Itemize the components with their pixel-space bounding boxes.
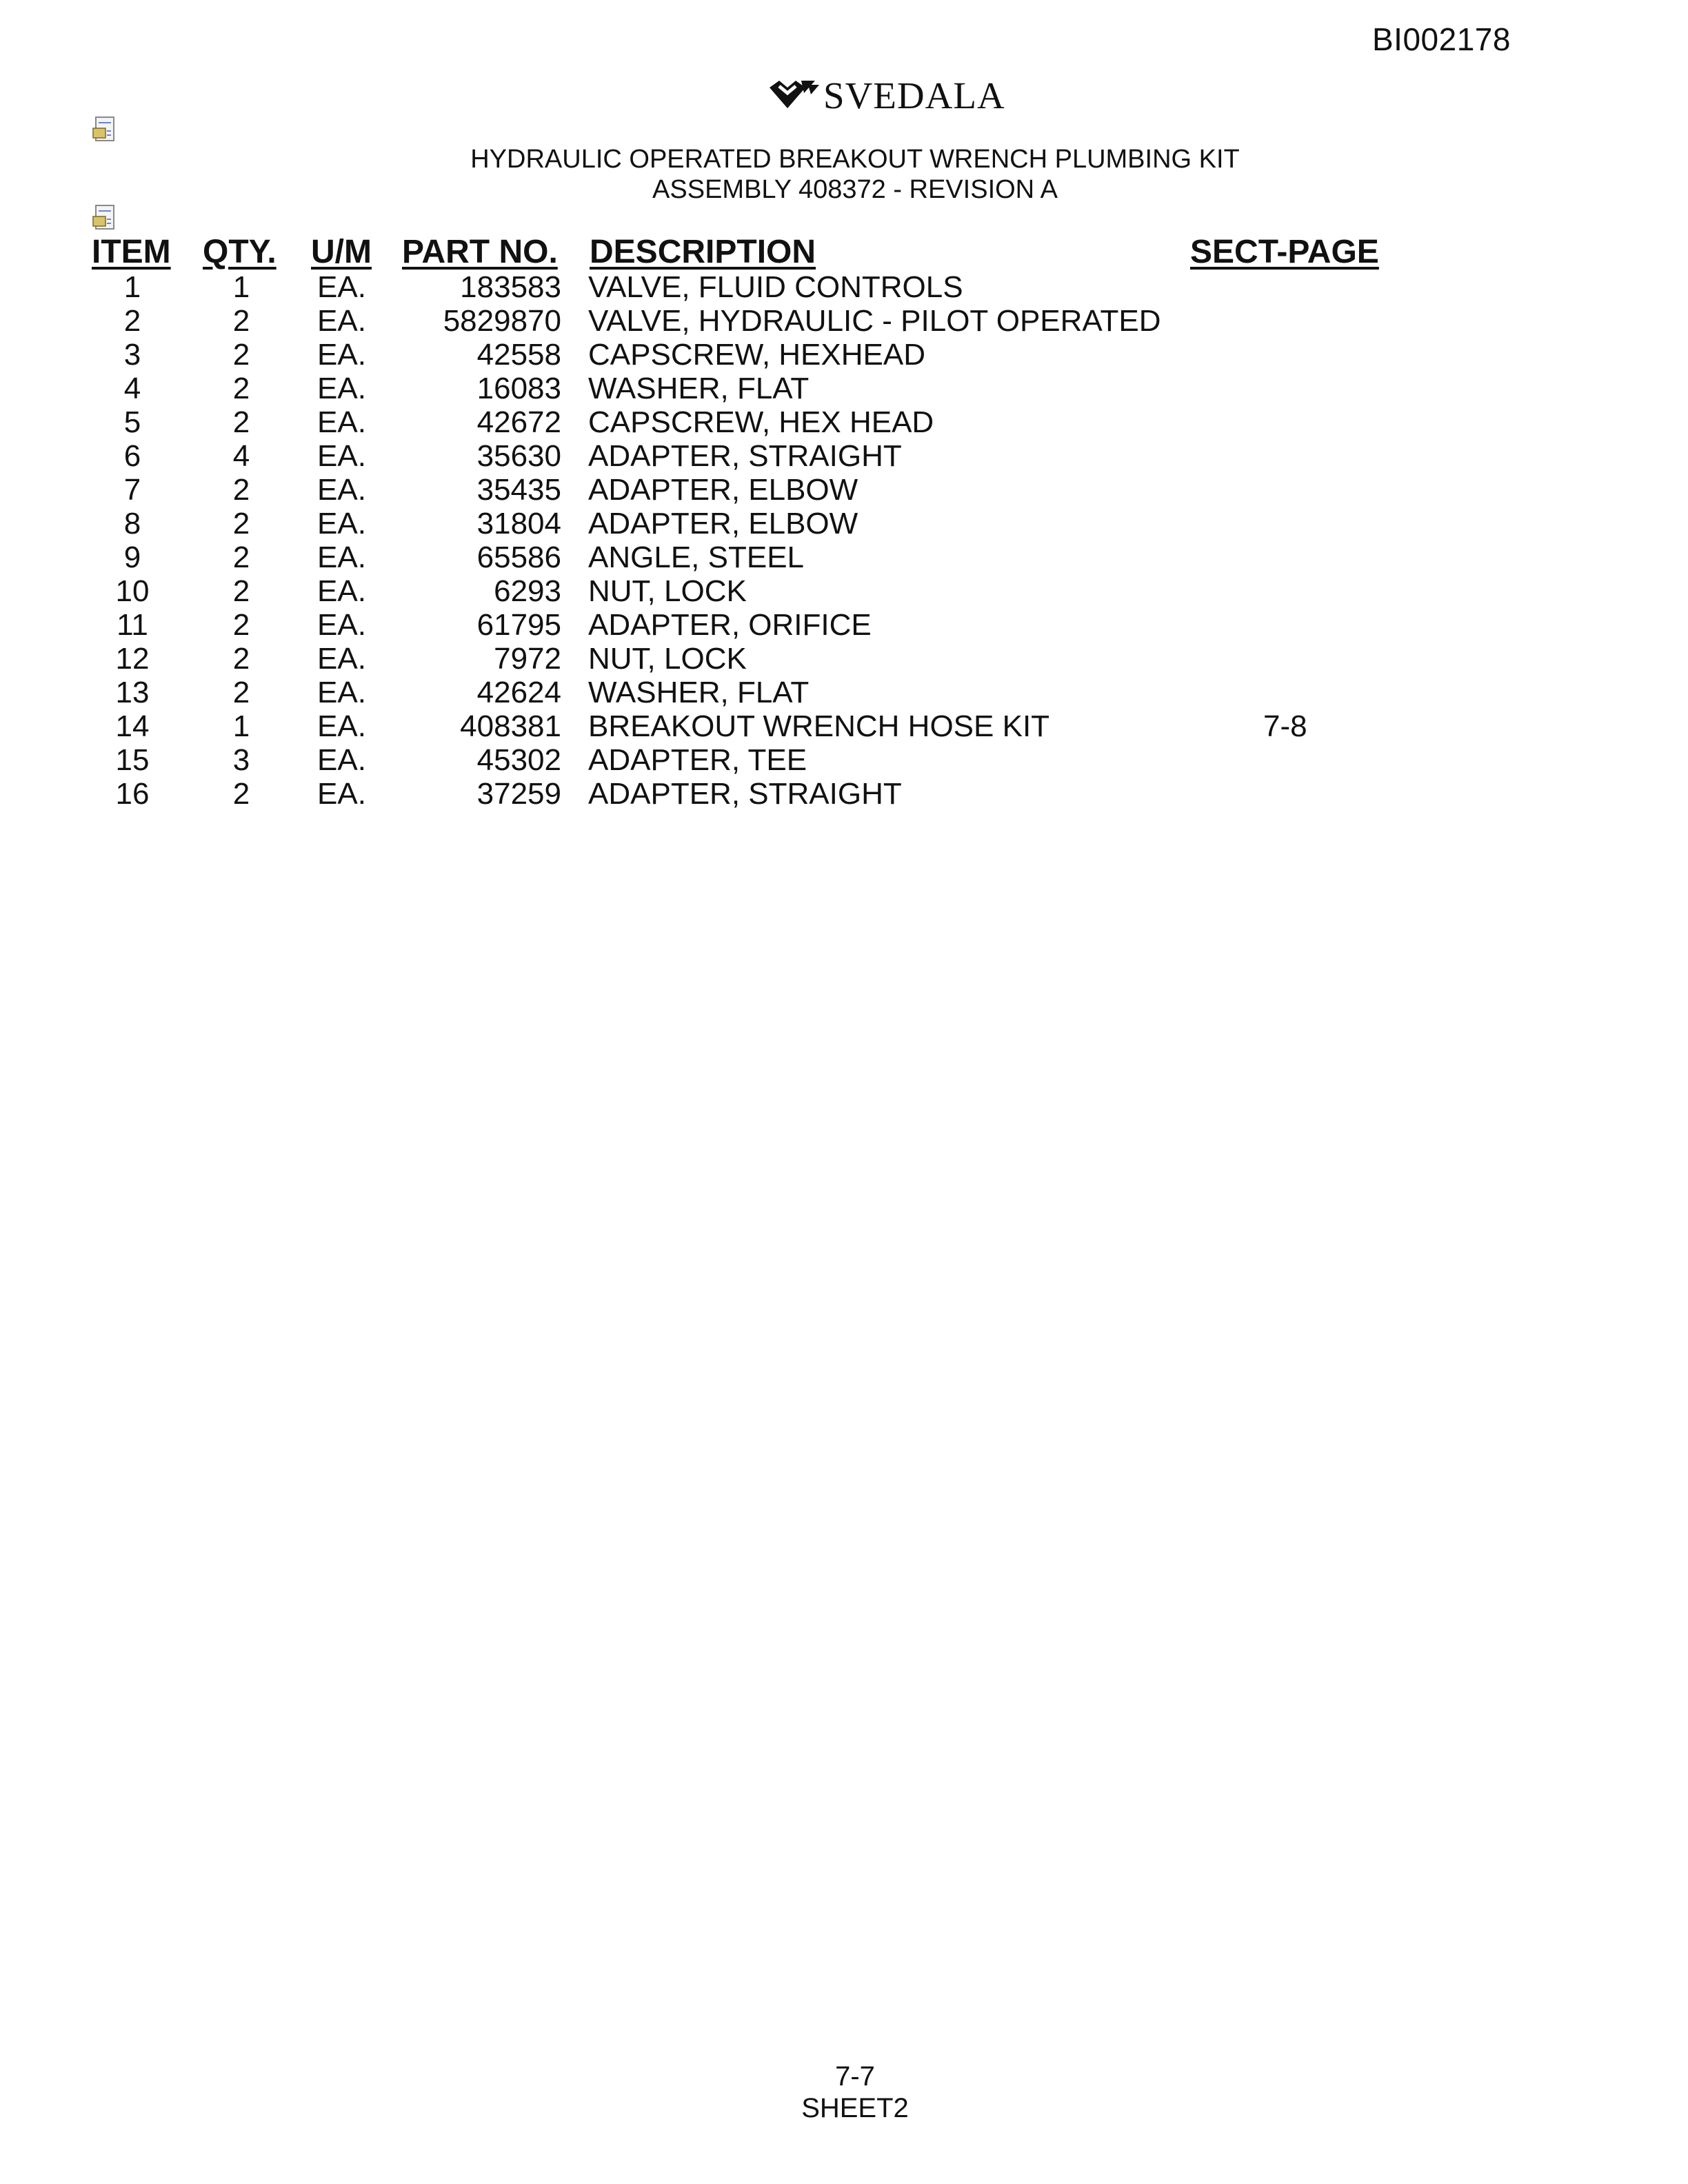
item-cell: 3	[123, 338, 141, 372]
qty-cell: 4	[232, 439, 250, 473]
column-header-sect-page: SECT-PAGE	[1190, 234, 1379, 270]
description-cell: ADAPTER, ELBOW	[588, 507, 858, 540]
part-number-cell: 35435	[476, 473, 561, 507]
part-number-cell: 45302	[476, 743, 561, 777]
item-cell: 14	[115, 709, 150, 743]
assembly-subtitle: ASSEMBLY 408372 - REVISION A	[652, 175, 1058, 204]
item-cell: 5	[123, 405, 141, 439]
description-cell: ADAPTER, STRAIGHT	[588, 777, 902, 811]
um-cell: EA.	[317, 338, 366, 372]
um-cell: EA.	[317, 439, 366, 473]
table-row	[0, 743, 1688, 777]
item-cell: 12	[115, 642, 150, 676]
brand-logo	[765, 74, 1005, 116]
qty-cell: 2	[232, 608, 250, 642]
part-number-cell: 35630	[476, 439, 561, 473]
table-row	[0, 304, 1688, 338]
um-cell: EA.	[317, 676, 366, 709]
item-cell: 1	[123, 270, 141, 304]
embedded-file-icon	[92, 116, 118, 143]
table-row	[0, 338, 1688, 372]
qty-cell: 2	[232, 540, 250, 574]
um-cell: EA.	[317, 574, 366, 608]
part-number-cell: 37259	[476, 777, 561, 811]
description-cell: CAPSCREW, HEX HEAD	[588, 405, 934, 439]
part-number-cell: 65586	[476, 540, 561, 574]
part-number-cell: 16083	[476, 372, 561, 405]
description-cell: ADAPTER, STRAIGHT	[588, 439, 902, 473]
um-cell: EA.	[317, 372, 366, 405]
table-row	[0, 642, 1688, 676]
item-cell: 15	[115, 743, 150, 777]
description-cell: NUT, LOCK	[588, 642, 747, 676]
item-cell: 9	[123, 540, 141, 574]
part-number-cell: 6293	[494, 574, 561, 608]
um-cell: EA.	[317, 304, 366, 338]
table-row	[0, 777, 1688, 811]
part-number-cell: 61795	[476, 608, 561, 642]
table-row	[0, 405, 1688, 439]
item-cell: 11	[117, 608, 148, 642]
qty-cell: 2	[232, 372, 250, 405]
description-cell: NUT, LOCK	[588, 574, 747, 608]
description-cell: VALVE, FLUID CONTROLS	[588, 270, 963, 304]
item-cell: 10	[115, 574, 150, 608]
table-row	[0, 372, 1688, 405]
table-row	[0, 540, 1688, 574]
qty-cell: 2	[232, 777, 250, 811]
table-row	[0, 473, 1688, 507]
um-cell: EA.	[317, 709, 366, 743]
description-cell: BREAKOUT WRENCH HOSE KIT	[588, 709, 1050, 743]
description-cell: WASHER, FLAT	[588, 676, 810, 709]
qty-cell: 1	[232, 270, 250, 304]
qty-cell: 2	[232, 507, 250, 540]
item-cell: 7	[123, 473, 141, 507]
qty-cell: 2	[232, 473, 250, 507]
table-row	[0, 709, 1688, 743]
qty-cell: 3	[232, 743, 250, 777]
part-number-cell: 408381	[460, 709, 561, 743]
part-number-cell: 183583	[460, 270, 561, 304]
description-cell: WASHER, FLAT	[588, 372, 810, 405]
part-number-cell: 5829870	[443, 304, 561, 338]
description-cell: ADAPTER, TEE	[588, 743, 807, 777]
table-row	[0, 507, 1688, 540]
item-cell: 13	[115, 676, 150, 709]
um-cell: EA.	[317, 608, 366, 642]
part-number-cell: 7972	[494, 642, 561, 676]
document-title: HYDRAULIC OPERATED BREAKOUT WRENCH PLUMBING KIT	[470, 145, 1240, 174]
table-row	[0, 608, 1688, 642]
description-cell: VALVE, HYDRAULIC - PILOT OPERATED	[588, 304, 1161, 338]
table-row	[0, 676, 1688, 709]
document-id: BI002178	[1372, 21, 1511, 57]
item-cell: 6	[123, 439, 141, 473]
qty-cell: 2	[232, 642, 250, 676]
column-header-qty: QTY.	[203, 234, 277, 270]
part-number-cell: 42624	[476, 676, 561, 709]
description-cell: ADAPTER, ORIFICE	[588, 608, 872, 642]
embedded-file-icon	[92, 204, 118, 232]
part-number-cell: 31804	[476, 507, 561, 540]
item-cell: 16	[115, 777, 150, 811]
column-header-um: U/M	[311, 234, 372, 270]
page-number: 7-7	[835, 2061, 875, 2092]
table-row	[0, 270, 1688, 304]
table-row	[0, 439, 1688, 473]
um-cell: EA.	[317, 405, 366, 439]
column-header-item: ITEM	[92, 234, 171, 270]
qty-cell: 2	[232, 405, 250, 439]
qty-cell: 2	[232, 574, 250, 608]
um-cell: EA.	[317, 743, 366, 777]
um-cell: EA.	[317, 473, 366, 507]
qty-cell: 2	[232, 304, 250, 338]
sheet-label: SHEET2	[801, 2093, 909, 2123]
item-cell: 4	[123, 372, 141, 405]
column-header-part-no: PART NO.	[402, 234, 558, 270]
brand-name: SVEDALA	[823, 74, 1005, 117]
qty-cell: 1	[232, 709, 250, 743]
part-number-cell: 42558	[476, 338, 561, 372]
um-cell: EA.	[317, 270, 366, 304]
um-cell: EA.	[317, 507, 366, 540]
um-cell: EA.	[317, 642, 366, 676]
um-cell: EA.	[317, 777, 366, 811]
qty-cell: 2	[232, 676, 250, 709]
table-row	[0, 574, 1688, 608]
qty-cell: 2	[232, 338, 250, 372]
svedala-heart-logo-icon	[765, 78, 821, 112]
item-cell: 2	[123, 304, 141, 338]
um-cell: EA.	[317, 540, 366, 574]
column-header-description: DESCRIPTION	[590, 234, 816, 270]
parts-list	[0, 270, 1688, 811]
description-cell: ADAPTER, ELBOW	[588, 473, 858, 507]
part-number-cell: 42672	[476, 405, 561, 439]
sect-page-cell: 7-8	[1263, 709, 1307, 743]
item-cell: 8	[123, 507, 141, 540]
description-cell: CAPSCREW, HEXHEAD	[588, 338, 925, 372]
description-cell: ANGLE, STEEL	[588, 540, 805, 574]
